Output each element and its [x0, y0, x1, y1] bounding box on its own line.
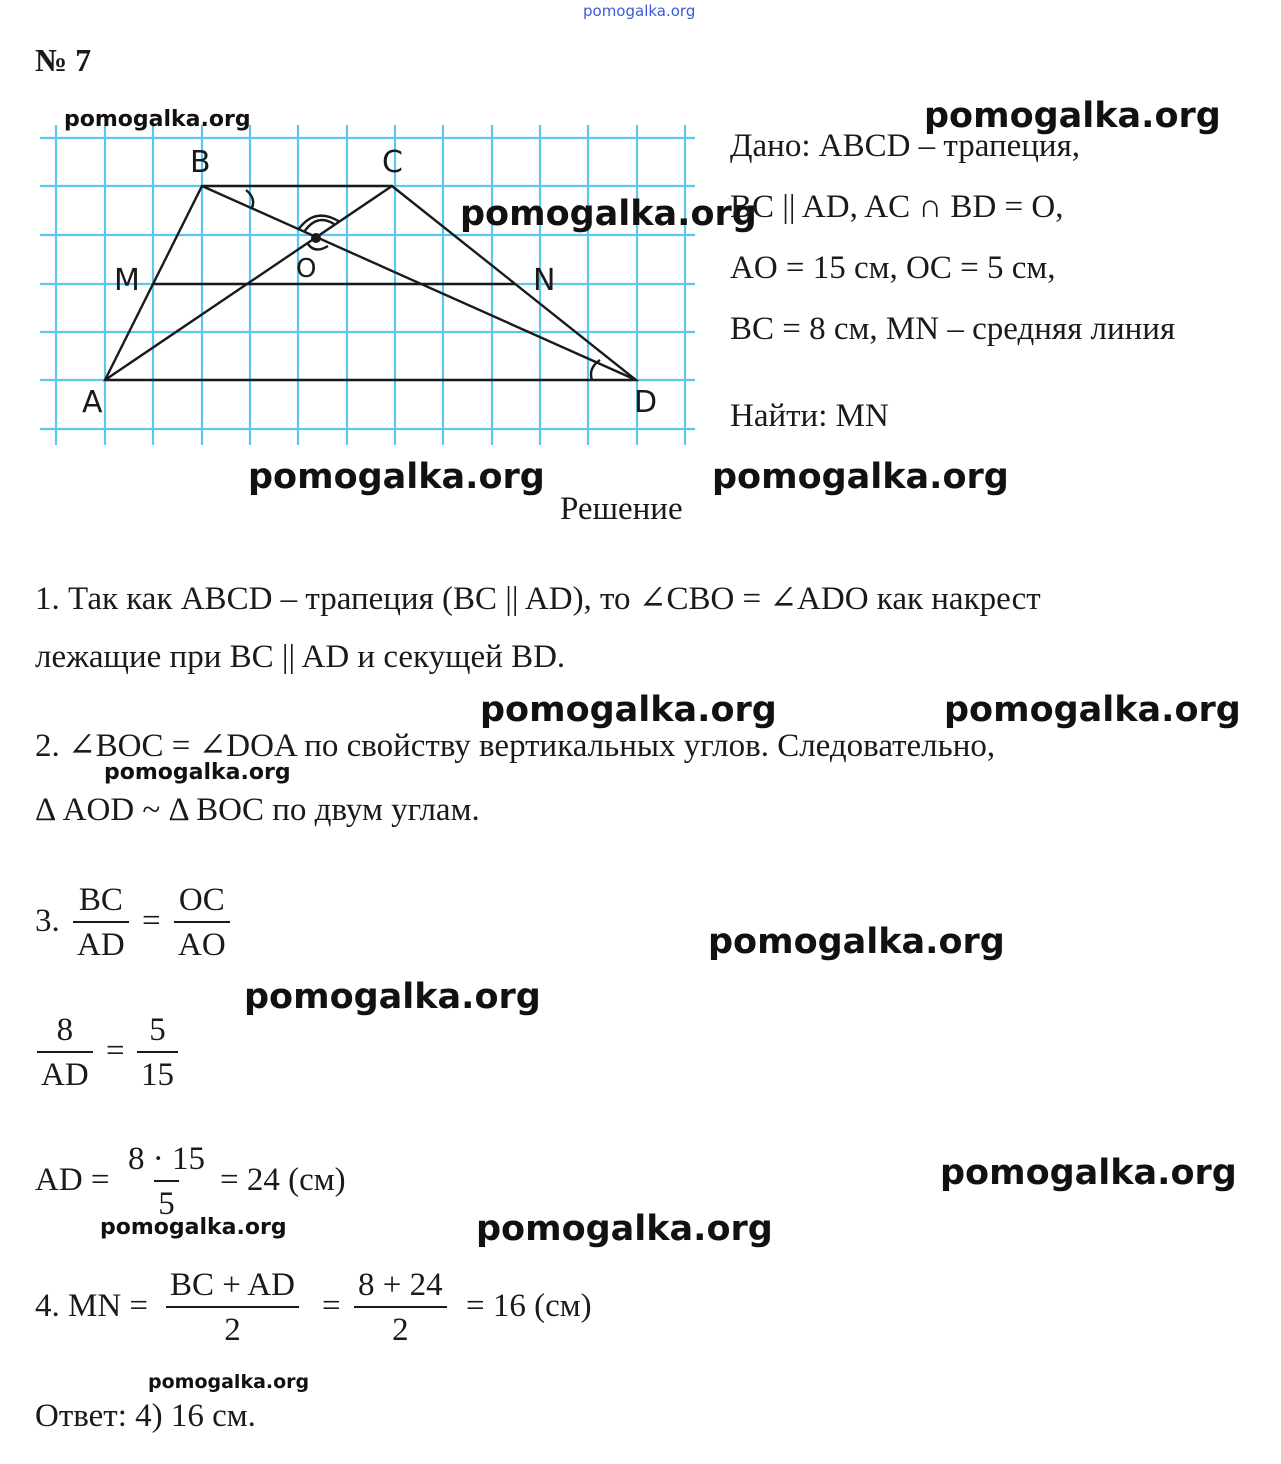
equals-sign: =: [106, 1033, 125, 1069]
given-line-4: BC = 8 см, MN – средняя линия: [730, 311, 1176, 347]
fraction-denominator: 2: [166, 1306, 299, 1347]
step-3-number: 3.: [35, 903, 60, 939]
watermark-top: pomogalka.org: [583, 2, 696, 20]
watermark-step4-small: pomogalka.org: [100, 1215, 287, 1240]
ad-result: = 24 (см): [220, 1162, 346, 1198]
label-b: B: [190, 145, 211, 180]
given-line-2: BC || AD, AC ∩ BD = O,: [730, 189, 1064, 225]
watermark-step2-center: pomogalka.org: [480, 690, 777, 730]
label-c: C: [382, 145, 403, 180]
fraction-numerator: BC: [78, 882, 123, 918]
label-m: M: [114, 263, 140, 298]
step-1-line-1: 1. Так как ABCD – трапеция (BC || AD), то ∠CBO = ∠ADO как накрест: [35, 581, 1041, 617]
ad-prefix: AD =: [35, 1162, 110, 1198]
step-1-line-2: лежащие при BC || AD и секущей BD.: [35, 639, 566, 675]
equals-sign: =: [142, 903, 161, 939]
fraction-numerator: 5: [149, 1012, 166, 1048]
find-line: Найти: MN: [730, 398, 889, 434]
watermark-answer-small: pomogalka.org: [148, 1371, 310, 1393]
label-d: D: [634, 385, 658, 420]
fraction-denominator: 2: [354, 1306, 447, 1347]
step-4-prefix: 4. MN =: [35, 1288, 149, 1324]
step-2-line-2: Δ AOD ~ Δ BOC по двум углам.: [35, 792, 480, 828]
fraction-numerator: 8: [56, 1012, 74, 1048]
label-o: O: [296, 254, 317, 284]
fraction-denominator: AD: [73, 921, 129, 962]
fraction-numerator: 8 · 15: [128, 1141, 205, 1177]
fraction-denominator: AO: [174, 921, 230, 962]
fraction-denominator: 5: [154, 1180, 179, 1221]
watermark-mid-left: pomogalka.org: [248, 457, 545, 497]
fraction-denominator: AD: [37, 1051, 93, 1092]
watermark-step3-center: pomogalka.org: [244, 977, 541, 1017]
fraction-numerator: OC: [178, 882, 225, 918]
watermark-step4-center: pomogalka.org: [476, 1209, 773, 1249]
watermark-step4-right: pomogalka.org: [940, 1153, 1237, 1193]
fraction-bc-ad: [73, 884, 129, 962]
solution-heading: Решение: [560, 491, 683, 527]
fraction-bc-plus-ad-2: [166, 1269, 299, 1347]
point-o: [311, 233, 321, 243]
trapezoid-figure: [30, 120, 710, 450]
watermark-step2-small: pomogalka.org: [104, 760, 291, 785]
watermark-step2-right: pomogalka.org: [944, 690, 1241, 730]
fraction-denominator: 15: [137, 1051, 178, 1092]
fraction-numerator: 8 + 24: [358, 1267, 443, 1303]
step-2-line-1: 2. ∠BOC = ∠DOA по свойству вертикальных углов. Следовательно,: [35, 728, 996, 764]
fraction-oc-ao: [174, 884, 230, 962]
given-line-1: Дано: ABCD – трапеция,: [730, 128, 1081, 164]
fraction-numerator: BC + AD: [170, 1267, 295, 1303]
watermark-right-top: pomogalka.org: [924, 96, 1221, 136]
answer: Ответ: 4) 16 см.: [35, 1398, 256, 1434]
mn-result: = 16 (см): [466, 1288, 592, 1324]
watermark-mid-right: pomogalka.org: [712, 457, 1009, 497]
label-a: A: [82, 385, 103, 420]
watermark-figure-center: pomogalka.org: [460, 194, 757, 234]
label-n: N: [533, 263, 556, 298]
fraction-8-plus-24-2: [354, 1269, 447, 1347]
fraction-8-ad: [37, 1014, 93, 1092]
watermark-figure-small: pomogalka.org: [64, 107, 251, 132]
given-line-3: AO = 15 см, OC = 5 см,: [730, 250, 1056, 286]
fraction-5-15: [137, 1014, 178, 1092]
equals-sign: =: [322, 1288, 341, 1324]
watermark-step3-right: pomogalka.org: [708, 922, 1005, 962]
problem-number: № 7: [35, 42, 92, 78]
fraction-8x15-5: [124, 1143, 209, 1221]
